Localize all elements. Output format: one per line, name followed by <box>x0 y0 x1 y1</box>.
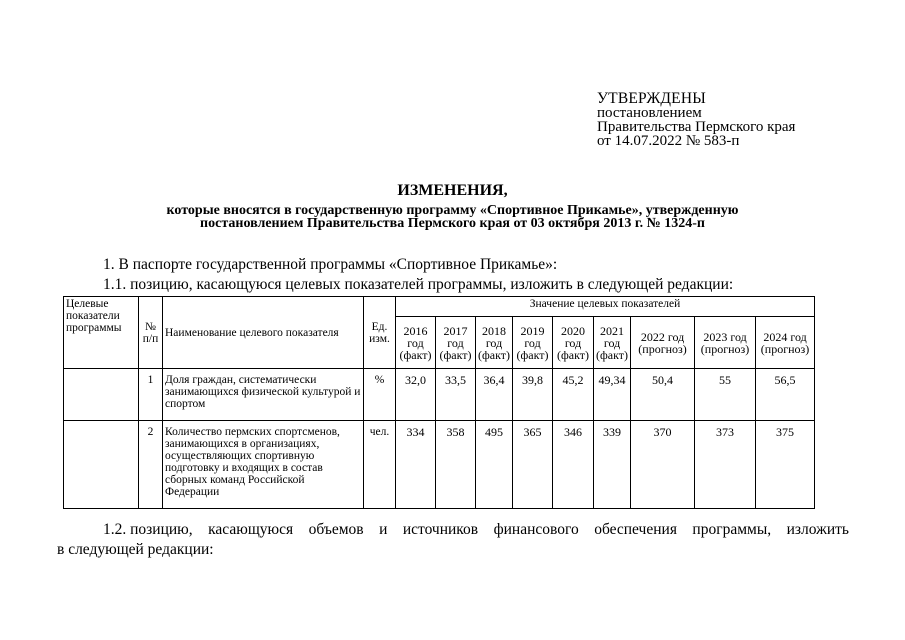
year-header <box>476 317 513 369</box>
year-header-line: (факт) <box>557 347 590 362</box>
header-unit: Ед. изм. <box>364 297 396 369</box>
year-header-line: 2016 <box>403 323 428 338</box>
year-header <box>756 317 815 369</box>
year-header-line: (факт) <box>596 347 629 362</box>
paragraph-1-2-cont: в следующей редакции: <box>57 541 214 558</box>
year-header-line: 2021 <box>600 323 625 338</box>
year-header-line: 2019 <box>520 323 545 338</box>
year-header-line: 2017 <box>443 323 468 338</box>
paragraph-word: и <box>379 521 388 538</box>
paragraph-word: объемов <box>308 521 364 538</box>
paragraph-word: финансового <box>493 521 579 538</box>
year-header-line: год <box>447 335 464 350</box>
year-header <box>396 317 436 369</box>
approved-heading: УТВЕРЖДЕНЫ <box>597 90 706 107</box>
year-header <box>553 317 594 369</box>
value-cell: 375 <box>756 421 815 509</box>
value-cell: 334 <box>396 421 436 509</box>
paragraph-word: программы, <box>692 521 772 538</box>
unit-cell: % <box>364 369 396 421</box>
subtitle-line: постановлением Правительства Пермского края от 03 октября 2013 г. № 1324-п <box>200 216 705 231</box>
year-header-line: (факт) <box>399 347 432 362</box>
paragraph-word: обеспечения <box>594 521 677 538</box>
value-cell: 50,4 <box>631 369 695 421</box>
value-cell: 55 <box>695 369 756 421</box>
paragraph-1-1: 1.1. позицию, касающуюся целевых показателей программы, изложить в следующей редакции: <box>103 276 734 293</box>
row-number: 2 <box>139 421 163 509</box>
indicator-name: Количество пермских спортсменов, занимающихся в организациях, осуществляющих спортивную подготовку и входящих в состав сборных команд Российской Федерации <box>163 421 364 509</box>
approved-line: Правительства Пермского края <box>597 119 796 135</box>
year-header <box>594 317 631 369</box>
document-title: ИЗМЕНЕНИЯ, <box>397 182 508 199</box>
year-header-line: 2023 год <box>703 329 747 344</box>
value-cell: 370 <box>631 421 695 509</box>
indicator-name: Доля граждан, систематически занимающихся физической культурой и спортом <box>163 369 364 421</box>
document-subtitle <box>0 204 905 230</box>
year-header-line: (прогноз) <box>700 341 750 356</box>
subtitle-line: которые вносятся в государственную программу «Спортивное Прикамье», утвержденную <box>166 203 739 218</box>
table-row <box>64 369 815 421</box>
paragraph-1-2 <box>103 521 849 539</box>
table-row <box>64 421 815 509</box>
year-header <box>436 317 476 369</box>
row-number: 1 <box>139 369 163 421</box>
unit-cell: чел. <box>364 421 396 509</box>
year-header-line: 2020 <box>561 323 586 338</box>
year-header-line: 2024 год <box>763 329 807 344</box>
header-values: Значение целевых показателей <box>396 297 815 317</box>
value-cell: 346 <box>553 421 594 509</box>
year-header-line: (факт) <box>439 347 472 362</box>
target-cell <box>64 421 139 509</box>
value-cell: 373 <box>695 421 756 509</box>
value-cell: 358 <box>436 421 476 509</box>
year-header-line: (факт) <box>478 347 511 362</box>
value-cell: 49,34 <box>594 369 631 421</box>
approval-stamp <box>597 92 795 148</box>
value-cell: 33,5 <box>436 369 476 421</box>
value-cell: 45,2 <box>553 369 594 421</box>
approved-date: от 14.07.2022 № 583-п <box>597 133 740 149</box>
target-indicators-table <box>63 296 815 509</box>
header-name: Наименование целевого показателя <box>163 297 364 369</box>
target-cell <box>64 369 139 421</box>
year-header-line: (факт) <box>516 347 549 362</box>
value-cell: 365 <box>513 421 553 509</box>
value-cell: 36,4 <box>476 369 513 421</box>
year-header <box>513 317 553 369</box>
year-header-line: год <box>524 335 541 350</box>
paragraph-word: касающуюся <box>208 521 294 538</box>
value-cell: 32,0 <box>396 369 436 421</box>
paragraph-word: 1.2. позицию, <box>103 521 193 538</box>
paragraph-1: 1. В паспорте государственной программы «Спортивное Прикамье»: <box>103 256 558 273</box>
year-header-line: год <box>407 335 424 350</box>
year-header-line: 2022 год <box>640 329 685 344</box>
year-header-line: (прогноз) <box>638 341 687 356</box>
year-header-line: год <box>564 335 582 350</box>
paragraph-word: изложить <box>786 521 849 538</box>
year-header <box>631 317 695 369</box>
value-cell: 495 <box>476 421 513 509</box>
header-no: № п/п <box>139 297 163 369</box>
year-header <box>695 317 756 369</box>
year-header-line: год <box>603 335 621 350</box>
value-cell: 56,5 <box>756 369 815 421</box>
value-cell: 39,8 <box>513 369 553 421</box>
header-target: Целевые показатели программы <box>64 297 139 369</box>
paragraph-word: источников <box>402 521 479 538</box>
value-cell: 339 <box>594 421 631 509</box>
year-header-line: год <box>485 335 503 350</box>
year-header-line: 2018 <box>482 323 506 338</box>
approved-line: постановлением <box>597 105 702 121</box>
year-header-line: (прогноз) <box>760 341 810 356</box>
